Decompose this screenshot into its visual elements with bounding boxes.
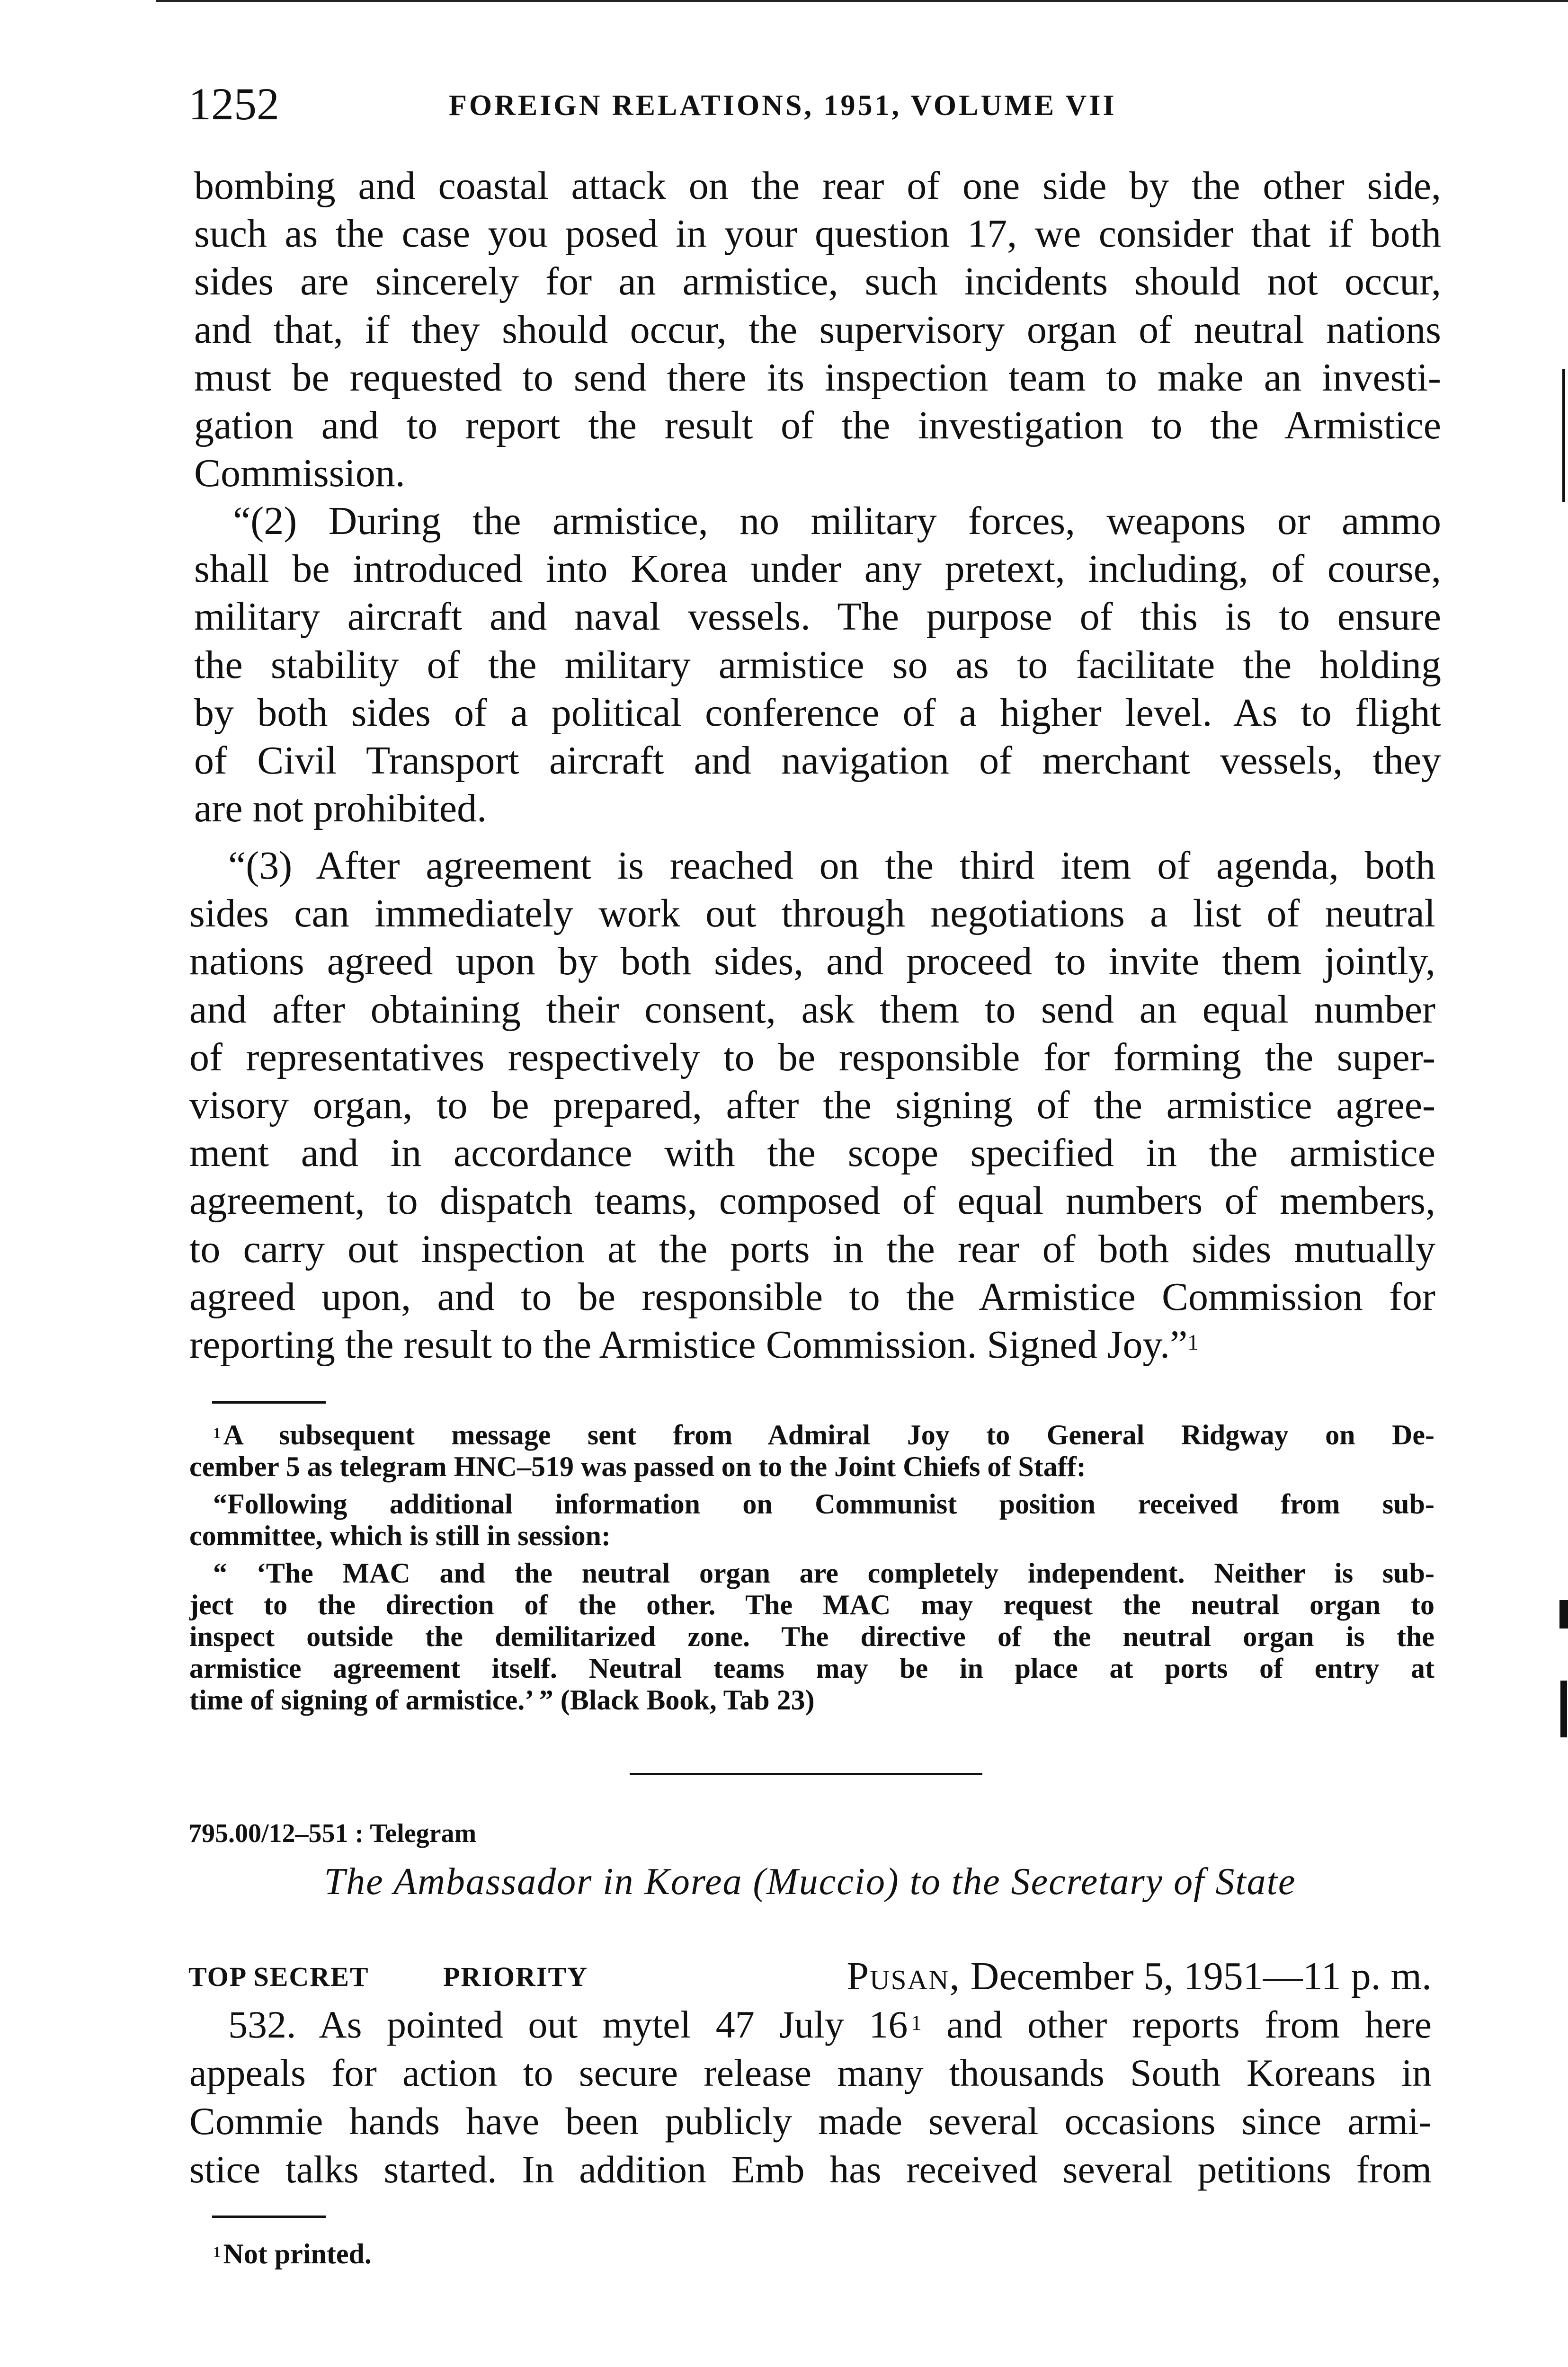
text-line: and that, if they should occur, the supervisory organ of neutral nations [194,307,1441,352]
paragraph-3 [189,842,1435,1369]
dateline-place: Pusan, [846,1954,961,1998]
footnote-2 [213,2238,372,2270]
text-line: nations agreed upon by both sides, and proceed to invite them jointly, [189,939,1435,984]
text-line: by both sides of a political conference of a higher level. As to flight [194,690,1441,735]
text-line: of representatives respectively to be responsible for forming the super- [189,1035,1435,1079]
dateline [846,1950,1432,2002]
text-line: gation and to report the result of the investigation to the Armistice [194,403,1441,448]
text-line: ment and in accordance with the scope specified in the armistice [189,1131,1435,1175]
priority-label: PRIORITY [443,1961,588,1992]
footnote-rule [212,1401,326,1404]
text-line-content: 532. As pointed out mytel 47 July 16 [228,2003,908,2046]
footnote-line [189,1419,1434,1451]
classification-label: TOP SECRET [188,1961,369,1992]
footnote-line: cember 5 as telegram HNC–519 was passed on to the Joint Chiefs of Staff: [189,1451,1086,1482]
continued-paragraph [194,162,1441,497]
running-header [188,78,1432,130]
text-line: visory organ, to be prepared, after the signing of the armistice agree- [189,1083,1435,1128]
document-title: The Ambassador in Korea (Muccio) to the Secretary of State [324,1861,1296,1903]
text-line: must be requested to send there its inspection team to make an investi- [194,355,1441,400]
footnote-line: ject to the direction of the other. The MAC may request the neutral organ to [189,1589,1434,1620]
text-line: sides can immediately work out through negotiations a list of neutral [189,891,1435,936]
footnote-reference: 1 [911,2011,922,2035]
paragraph-2 [194,497,1441,832]
footnote-1 [189,1419,1434,1716]
text-line: sides are sincerely for an armistice, such incidents should not occur, [194,259,1441,304]
footnote-line-content: A subsequent message sent from Admiral Joy to General Ridgway on De- [223,1419,1434,1450]
dateline-date: December 5, 1951—11 p. m. [970,1954,1432,1998]
text-line-content: reporting the result to the Armistice Commission. Signed Joy.” [189,1323,1188,1367]
text-line: of Civil Transport aircraft and navigation of merchant vessels, they [194,739,1441,783]
text-line: agreed upon, and to be responsible to the Armistice Commission for [189,1274,1435,1319]
text-line: agreement, to dispatch teams, composed of equal numbers of members, [189,1179,1435,1223]
section-divider [630,1773,982,1775]
text-line: and after obtaining their consent, ask them to send an equal number [189,987,1435,1032]
page-number: 1252 [188,79,279,129]
text-line [189,1321,1435,1369]
text-line: “(2) During the armistice, no military forces, weapons or ammo [233,499,1441,543]
footnote-marker: 1 [213,1424,221,1442]
text-line: such as the case you posed in your question 17, we consider that if both [194,212,1441,256]
text-line: appeals for action to secure release many thousands South Koreans in [189,2051,1432,2094]
text-line: to carry out inspection at the ports in the rear of both sides mutually [189,1227,1435,1271]
text-line: Commission. [194,451,405,496]
scan-edge-mark [1562,369,1565,502]
telegram-body [189,2001,1432,2194]
text-line: are not prohibited. [194,786,487,831]
text-line: “(3) After agreement is reached on the third item of agenda, both [228,844,1435,888]
scan-edge-mark [1559,1600,1568,1628]
text-line: military aircraft and naval vessels. The purpose of this is to ensure [194,595,1441,639]
footnote-line: committee, which is still in session: [189,1520,611,1551]
footnote-line: inspect outside the demilitarized zone. The directive of the neutral organ is the [189,1621,1434,1652]
footnote-reference: 1 [1187,1330,1199,1355]
running-title: FOREIGN RELATIONS, 1951, VOLUME VII [449,89,1117,122]
document-file-id: 795.00/12–551 : Telegram [188,1819,477,1848]
text-line: shall be introduced into Korea under any pretext, including, of course, [194,547,1441,591]
text-line: stice talks started. In addition Emb has received several petitions from [189,2148,1432,2191]
footnote-line: “ ‘The MAC and the neutral organ are completely independent. Neither is sub- [213,1557,1434,1589]
document-meta [188,1950,1432,2002]
scan-edge-mark [1560,1681,1567,1737]
footnote-rule [212,2216,326,2218]
footnote-line: armistice agreement itself. Neutral teams may be in place at ports of entry at [189,1653,1434,1684]
text-line: the stability of the military armistice so as to facilitate the holding [194,642,1441,687]
text-line: Commie hands have been publicly made several occasions since armi- [189,2100,1432,2143]
text-line [189,2001,1432,2049]
scan-edge-line [156,0,1568,2]
text-line: bombing and coastal attack on the rear of one side by the other side, [194,164,1441,208]
footnote-line: time of signing of armistice.’ ” (Black Book, Tab 23) [189,1684,815,1716]
footnote-line: “Following additional information on Communist position received from sub- [213,1488,1434,1520]
footnote-marker: 1 [213,2243,221,2261]
text-line-content: and other reports from here [946,2003,1432,2046]
footnote-text: Not printed. [223,2238,372,2269]
